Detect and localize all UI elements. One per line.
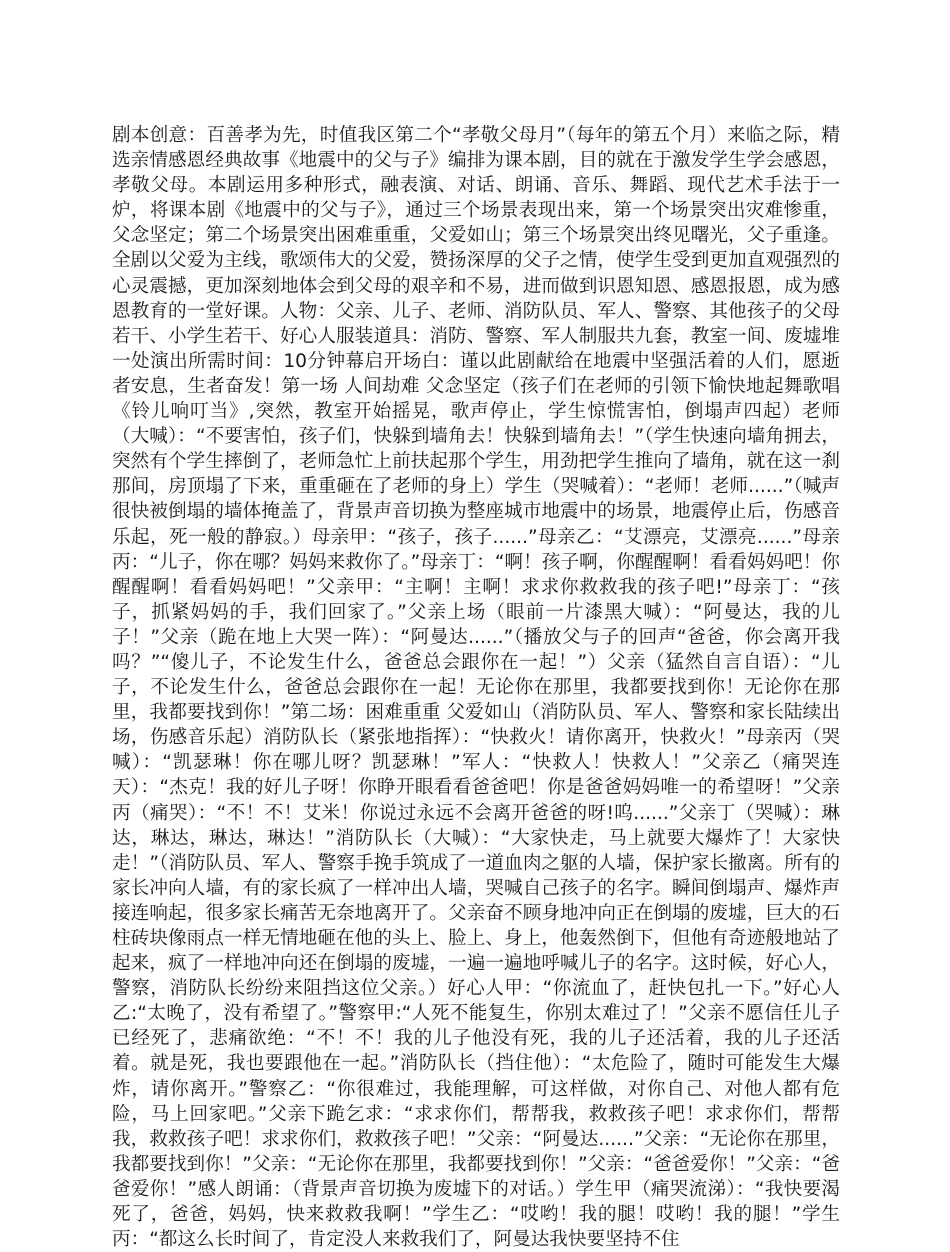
- document-body-text: 剧本创意：百善孝为先，时值我区第二个“孝敬父母月”（每年的第五个月）来临之际，精选亲情感恩经典故事《地震中的父与子》编排为课本剧，目的就在于激发学生学会感恩，孝敬父母。本剧运用多种形式，融表演、对话、朗诵、音乐、舞蹈、现代艺术手法于一炉，将课本剧《地震中的父与子》，通过三个场景表现出来，第一个场景突出灾难惨重，父念坚定；第二个场景突出困难重重，父爱如山；第三个场景突出终见曙光，父子重逢。全剧以父爱为主线，歌颂伟大的父爱，赞扬深厚的父子之情，使学生受到更加直观强烈的心灵震撼，更加深刻地体会到父母的艰辛和不易，进而做到识恩知恩、感恩报恩，成为感恩教育的一堂好课。人物：父亲、儿子、老师、消防队员、军人、警察、其他孩子的父母若干、小学生若干、好心人服装道具：消防、警察、军人制服共九套，教室一间、废墟堆一处演出所需时间：10分钟幕启开场白：谨以此剧献给在地震中坚强活着的人们，愿逝者安息，生者奋发！第一场 人间劫难 父念坚定（孩子们在老师的引领下愉快地起舞歌唱《铃儿响叮当》,突然，教室开始摇晃，歌声停止，学生惊慌害怕，倒塌声四起）老师（大喊）：“不要害怕，孩子们，快躲到墙角去！快躲到墙角去！”（学生快速向墙角拥去，突然有个学生摔倒了，老师急忙上前扶起那个学生，用劲把学生推向了墙角，就在这一刹那间，房顶塌了下来，重重砸在了老师的身上）学生（哭喊着）：“老师！老师......”（喊声很快被倒塌的墙体掩盖了，背景声音切换为整座城市地震中的场景，地震停止后，伤感音乐起，死一般的静寂。）母亲甲：“孩子，孩子......”母亲乙：“艾漂亮，艾漂亮......”母亲丙：“儿子，你在哪？妈妈来救你了。”母亲丁：“啊！孩子啊，你醒醒啊！看看妈妈吧！你醒醒啊！看看妈妈吧！”父亲甲：“主啊！主啊！求求你救救我的孩子吧!”母亲丁：“孩子，抓紧妈妈的手，我们回家了。”父亲上场（眼前一片漆黑大喊）：“阿曼达，我的儿子！”父亲（跪在地上大哭一阵）：“阿曼达......”（播放父与子的回声“爸爸，你会离开我吗？”“傻儿子，不论发生什么，爸爸总会跟你在一起！”）父亲（猛然自言自语）：“儿子，不论发生什么，爸爸总会跟你在一起！无论你在那里，我都要找到你！无论你在那里，我都要找到你！”第二场：困难重重 父爱如山（消防队员、军人、警察和家长陆续出场，伤感音乐起）消防队长（紧张地指挥）：“快救火！请你离开，快救火！”母亲丙（哭喊）：“凯瑟琳！你在哪儿呀？凯瑟琳！”军人：“快救人！快救人！”父亲乙（痛哭连天）：“杰克！我的好儿子呀！你睁开眼看看爸爸吧！你是爸爸妈妈唯一的希望呀！”父亲丙（痛哭）：“不！不！艾米！你说过永远不会离开爸爸的呀!呜......”父亲丁（哭喊）：琳达，琳达，琳达，琳达！”消防队长（大喊）：“大家快走，马上就要大爆炸了！大家快走！”（消防队员、军人、警察手挽手筑成了一道血肉之躯的人墙，保护家长撤离。所有的家长冲向人墙，有的家长疯了一样冲出人墙，哭喊自己孩子的名字。瞬间倒塌声、爆炸声接连响起，很多家长痛苦无奈地离开了。父亲奋不顾身地冲向正在倒塌的废墟，巨大的石柱砖块像雨点一样无情地砸在他的头上、脸上、身上，他轰然倒下，但他有奇迹般地站了起来，疯了一样地冲向还在倒塌的废墟，一遍一遍地呼喊儿子的名字。这时候，好心人，警察，消防队长纷纷来阻挡这位父亲。）好心人甲：“你流血了，赶快包扎一下。”好心人乙:“太晚了，没有希望了。”警察甲:“人死不能复生，你别太难过了！”父亲不愿信任儿子已经死了，悲痛欲绝：“不！不！我的儿子他没有死，我的儿子还活着，我的儿子还活着。就是死，我也要跟他在一起。”消防队长（挡住他）：“太危险了，随时可能发生大爆炸，请你离开。”警察乙：“你很难过，我能理解，可这样做，对你自己、对他人都有危险，马上回家吧。”父亲下跪乞求：“求求你们，帮帮我，救救孩子吧！求求你们，帮帮我，救救孩子吧！求求你们，救救孩子吧！”父亲：“阿曼达......”父亲：“无论你在那里，我都要找到你！”父亲：“无论你在那里，我都要找到你！”父亲：“爸爸爱你！”父亲：“爸爸爱你！”感人朗诵：（背景声音切换为废墟下的对话。）学生甲（痛哭流涕）：“我快要渴死了，爸爸，妈妈，快来救救我啊！”学生乙：“哎哟！我的腿！哎哟！我的腿！”学生丙：“都这么长时间了，肯定没人来救我们了，阿曼达我快要坚持不住: [112, 125, 840, 1251]
